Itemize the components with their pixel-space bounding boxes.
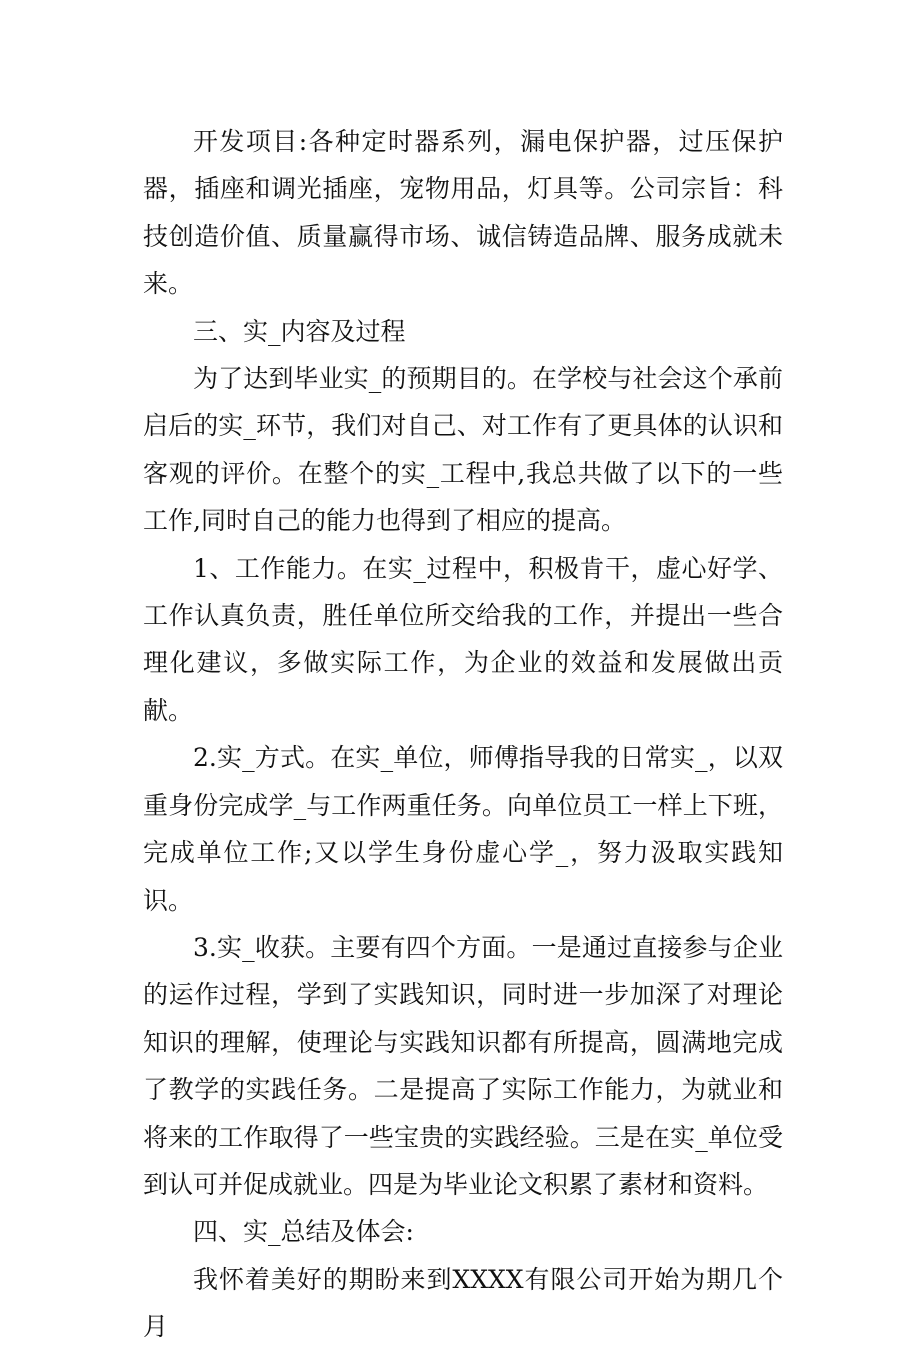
paragraph-work-ability: 1、工作能力。在实_过程中，积极肯干，虚心好学、工作认真负责，胜任单位所交给我的工作，并提出一些合理化建议，多做实际工作，为企业的效益和发展做出贡献。 bbox=[143, 553, 783, 725]
document-body bbox=[143, 118, 783, 1351]
paragraph-summary-start: 我怀着美好的期盼来到XXXX有限公司开始为期几个月 bbox=[143, 1264, 783, 1342]
paragraph-internship-purpose: 为了达到毕业实_的预期目的。在学校与社会这个承前启后的实_环节，我们对自己、对工作有了更具体的认识和客观的评价。在整个的实_工程中,我总共做了以下的一些工作,同时自己的能力也得到了相应的提高。 bbox=[143, 364, 783, 536]
section-heading-internship-content: 三、实_内容及过程 bbox=[193, 316, 406, 346]
paragraph-internship-method: 2.实_方式。在实_单位，师傅指导我的日常实_，以双重身份完成学_与工作两重任务。向单位员工一样上下班，完成单位工作;又以学生身份虚心学_，努力汲取实践知识。 bbox=[143, 743, 783, 915]
paragraph-internship-gains: 3.实_收获。主要有四个方面。一是通过直接参与企业的运作过程，学到了实践知识，同时进一步加深了对理论知识的理解，使理论与实践知识都有所提高，圆满地完成了教学的实践任务。二是提高了实际工作能力，为就业和将来的工作取得了一些宝贵的实践经验。三是在实_单位受到认可并促成就业。四是为毕业论文积累了素材和资料。 bbox=[143, 932, 783, 1199]
section-heading-summary: 四、实_总结及体会: bbox=[193, 1217, 414, 1247]
paragraph-company-projects: 开发项目:各种定时器系列，漏电保护器，过压保护器，插座和调光插座，宠物用品，灯具等。公司宗旨：科技创造价值、质量赢得市场、诚信铸造品牌、服务成就未来。 bbox=[143, 127, 783, 299]
